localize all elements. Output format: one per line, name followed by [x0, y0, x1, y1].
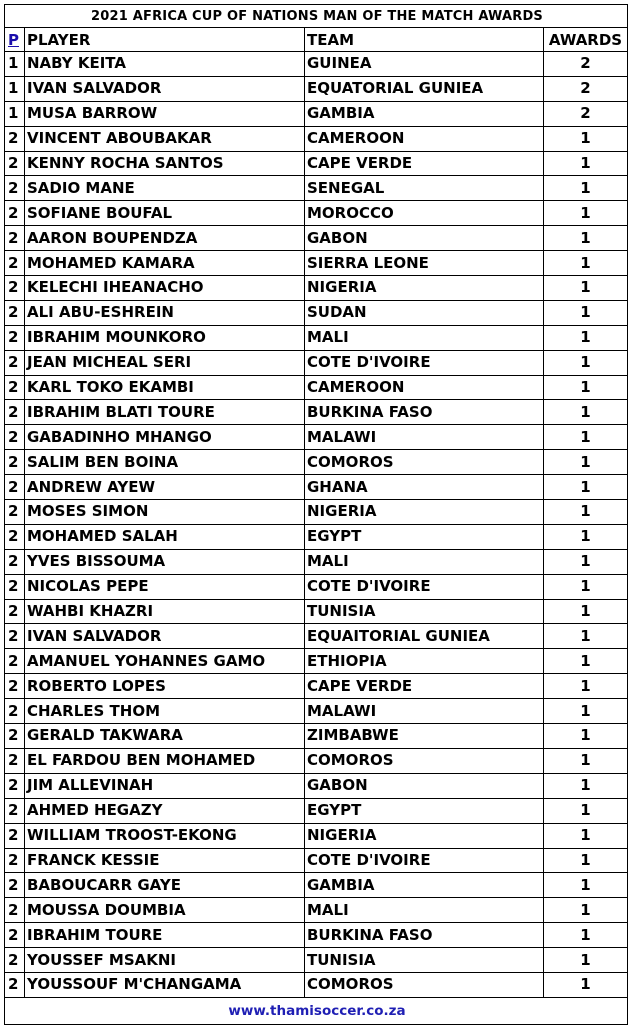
- awards-cell: 1: [544, 375, 628, 400]
- table-row: [5, 724, 628, 749]
- team-cell: CAMEROON: [305, 375, 544, 400]
- team-cell: COTE D'IVOIRE: [305, 574, 544, 599]
- table-row: [5, 500, 628, 525]
- player-cell: IBRAHIM TOURE: [25, 923, 305, 948]
- team-cell: TUNISIA: [305, 948, 544, 973]
- player-cell: KENNY ROCHA SANTOS: [25, 151, 305, 176]
- table-row: [5, 375, 628, 400]
- player-cell: MUSA BARROW: [25, 101, 305, 126]
- awards-cell: 1: [544, 674, 628, 699]
- team-cell: COMOROS: [305, 450, 544, 475]
- player-cell: EL FARDOU BEN MOHAMED: [25, 748, 305, 773]
- position-cell: 2: [5, 649, 25, 674]
- position-cell: 2: [5, 151, 25, 176]
- table-row: [5, 201, 628, 226]
- team-cell: MOROCCO: [305, 201, 544, 226]
- team-cell: NIGERIA: [305, 823, 544, 848]
- position-cell: 1: [5, 52, 25, 77]
- awards-cell: 1: [544, 798, 628, 823]
- table-row: [5, 898, 628, 923]
- team-cell: CAPE VERDE: [305, 674, 544, 699]
- awards-cell: 1: [544, 251, 628, 276]
- table-row: [5, 823, 628, 848]
- player-cell: YOUSSOUF M'CHANGAMA: [25, 972, 305, 997]
- team-cell: MALI: [305, 898, 544, 923]
- table-row: [5, 450, 628, 475]
- awards-cell: 1: [544, 151, 628, 176]
- position-cell: 2: [5, 574, 25, 599]
- team-cell: SENEGAL: [305, 176, 544, 201]
- position-cell: 2: [5, 176, 25, 201]
- awards-cell: 1: [544, 823, 628, 848]
- player-cell: IBRAHIM MOUNKORO: [25, 325, 305, 350]
- player-cell: IVAN SALVADOR: [25, 624, 305, 649]
- awards-cell: 1: [544, 549, 628, 574]
- position-cell: 2: [5, 350, 25, 375]
- team-cell: ETHIOPIA: [305, 649, 544, 674]
- team-cell: COTE D'IVOIRE: [305, 848, 544, 873]
- player-cell: YVES BISSOUMA: [25, 549, 305, 574]
- position-cell: 1: [5, 76, 25, 101]
- player-cell: FRANCK KESSIE: [25, 848, 305, 873]
- player-cell: MOUSSA DOUMBIA: [25, 898, 305, 923]
- position-cell: 2: [5, 549, 25, 574]
- website-footer: www.thamisoccer.co.za: [5, 997, 628, 1024]
- awards-table: [4, 4, 628, 1025]
- player-cell: GERALD TAKWARA: [25, 724, 305, 749]
- awards-cell: 1: [544, 325, 628, 350]
- position-cell: 2: [5, 948, 25, 973]
- position-cell: 2: [5, 400, 25, 425]
- awards-cell: 1: [544, 724, 628, 749]
- team-cell: MALAWI: [305, 699, 544, 724]
- team-cell: CAMEROON: [305, 126, 544, 151]
- position-cell: 2: [5, 848, 25, 873]
- team-cell: COMOROS: [305, 748, 544, 773]
- awards-cell: 1: [544, 350, 628, 375]
- table-title: 2021 AFRICA CUP OF NATIONS MAN OF THE MATCH AWARDS: [5, 5, 628, 28]
- table-row: [5, 350, 628, 375]
- table-row: [5, 748, 628, 773]
- table-row: [5, 76, 628, 101]
- position-cell: 2: [5, 898, 25, 923]
- position-cell: 2: [5, 624, 25, 649]
- awards-cell: 2: [544, 101, 628, 126]
- player-cell: NICOLAS PEPE: [25, 574, 305, 599]
- team-cell: CAPE VERDE: [305, 151, 544, 176]
- team-cell: BURKINA FASO: [305, 923, 544, 948]
- player-cell: SALIM BEN BOINA: [25, 450, 305, 475]
- awards-cell: 1: [544, 126, 628, 151]
- awards-cell: 1: [544, 748, 628, 773]
- table-row: [5, 276, 628, 301]
- position-cell: 2: [5, 251, 25, 276]
- position-cell: 2: [5, 300, 25, 325]
- table-row: [5, 773, 628, 798]
- player-cell: IVAN SALVADOR: [25, 76, 305, 101]
- position-cell: 2: [5, 201, 25, 226]
- player-cell: GABADINHO MHANGO: [25, 425, 305, 450]
- table-row: [5, 972, 628, 997]
- position-cell: 2: [5, 798, 25, 823]
- team-cell: MALAWI: [305, 425, 544, 450]
- player-cell: MOHAMED KAMARA: [25, 251, 305, 276]
- team-cell: GABON: [305, 773, 544, 798]
- player-cell: VINCENT ABOUBAKAR: [25, 126, 305, 151]
- table-row: [5, 599, 628, 624]
- table-row: [5, 300, 628, 325]
- table-row: [5, 549, 628, 574]
- awards-cell: 2: [544, 76, 628, 101]
- team-cell: NIGERIA: [305, 500, 544, 525]
- table-body: [5, 52, 628, 998]
- team-cell: MALI: [305, 325, 544, 350]
- position-cell: 2: [5, 724, 25, 749]
- table-row: [5, 475, 628, 500]
- table-row: [5, 798, 628, 823]
- player-cell: JIM ALLEVINAH: [25, 773, 305, 798]
- awards-cell: 1: [544, 276, 628, 301]
- table-row: [5, 425, 628, 450]
- awards-cell: 1: [544, 400, 628, 425]
- awards-cell: 1: [544, 425, 628, 450]
- player-cell: ROBERTO LOPES: [25, 674, 305, 699]
- awards-cell: 1: [544, 176, 628, 201]
- header-row: [5, 28, 628, 52]
- awards-cell: 1: [544, 524, 628, 549]
- position-cell: 2: [5, 425, 25, 450]
- player-cell: BABOUCARR GAYE: [25, 873, 305, 898]
- team-cell: GHANA: [305, 475, 544, 500]
- team-cell: NIGERIA: [305, 276, 544, 301]
- team-cell: SUDAN: [305, 300, 544, 325]
- table-row: [5, 400, 628, 425]
- position-cell: 2: [5, 599, 25, 624]
- team-cell: COTE D'IVOIRE: [305, 350, 544, 375]
- table-row: [5, 699, 628, 724]
- table-row: [5, 226, 628, 251]
- awards-cell: 1: [544, 599, 628, 624]
- player-cell: KARL TOKO EKAMBI: [25, 375, 305, 400]
- player-cell: YOUSSEF MSAKNI: [25, 948, 305, 973]
- player-cell: AMANUEL YOHANNES GAMO: [25, 649, 305, 674]
- player-cell: CHARLES THOM: [25, 699, 305, 724]
- position-cell: 2: [5, 325, 25, 350]
- awards-cell: 1: [544, 475, 628, 500]
- table-row: [5, 948, 628, 973]
- position-cell: 2: [5, 276, 25, 301]
- player-cell: SADIO MANE: [25, 176, 305, 201]
- player-cell: ALI ABU-ESHREIN: [25, 300, 305, 325]
- awards-cell: 1: [544, 201, 628, 226]
- table-row: [5, 674, 628, 699]
- awards-cell: 1: [544, 873, 628, 898]
- player-cell: IBRAHIM BLATI TOURE: [25, 400, 305, 425]
- awards-cell: 1: [544, 300, 628, 325]
- player-header: PLAYER: [25, 28, 305, 52]
- table-row: [5, 649, 628, 674]
- player-cell: NABY KEITA: [25, 52, 305, 77]
- player-cell: MOHAMED SALAH: [25, 524, 305, 549]
- position-cell: 2: [5, 699, 25, 724]
- player-cell: WILLIAM TROOST-EKONG: [25, 823, 305, 848]
- team-cell: GAMBIA: [305, 101, 544, 126]
- position-cell: 1: [5, 101, 25, 126]
- awards-cell: 1: [544, 848, 628, 873]
- table-row: [5, 251, 628, 276]
- awards-cell: 1: [544, 898, 628, 923]
- awards-cell: 2: [544, 52, 628, 77]
- position-cell: 2: [5, 873, 25, 898]
- position-cell: 2: [5, 972, 25, 997]
- table-row: [5, 151, 628, 176]
- team-cell: EGYPT: [305, 798, 544, 823]
- table-row: [5, 524, 628, 549]
- team-cell: GAMBIA: [305, 873, 544, 898]
- player-cell: SOFIANE BOUFAL: [25, 201, 305, 226]
- awards-cell: 1: [544, 773, 628, 798]
- position-cell: 2: [5, 748, 25, 773]
- table-row: [5, 873, 628, 898]
- table-row: [5, 176, 628, 201]
- player-cell: WAHBI KHAZRI: [25, 599, 305, 624]
- player-cell: AARON BOUPENDZA: [25, 226, 305, 251]
- team-cell: TUNISIA: [305, 599, 544, 624]
- position-cell: 2: [5, 674, 25, 699]
- position-cell: 2: [5, 475, 25, 500]
- table-row: [5, 52, 628, 77]
- team-cell: EQUAITORIAL GUNIEA: [305, 624, 544, 649]
- awards-cell: 1: [544, 226, 628, 251]
- position-cell: 2: [5, 923, 25, 948]
- table-row: [5, 848, 628, 873]
- table-row: [5, 126, 628, 151]
- team-cell: BURKINA FASO: [305, 400, 544, 425]
- awards-cell: 1: [544, 923, 628, 948]
- position-cell: 2: [5, 450, 25, 475]
- player-cell: JEAN MICHEAL SERI: [25, 350, 305, 375]
- awards-cell: 1: [544, 972, 628, 997]
- position-header-link[interactable]: P: [5, 28, 25, 52]
- position-cell: 2: [5, 226, 25, 251]
- team-cell: MALI: [305, 549, 544, 574]
- player-cell: KELECHI IHEANACHO: [25, 276, 305, 301]
- player-cell: AHMED HEGAZY: [25, 798, 305, 823]
- table-row: [5, 574, 628, 599]
- awards-header: AWARDS: [544, 28, 628, 52]
- position-cell: 2: [5, 823, 25, 848]
- team-cell: EQUATORIAL GUNIEA: [305, 76, 544, 101]
- team-cell: GUINEA: [305, 52, 544, 77]
- awards-cell: 1: [544, 649, 628, 674]
- team-cell: SIERRA LEONE: [305, 251, 544, 276]
- position-cell: 2: [5, 375, 25, 400]
- player-cell: MOSES SIMON: [25, 500, 305, 525]
- position-cell: 2: [5, 500, 25, 525]
- table-row: [5, 923, 628, 948]
- awards-cell: 1: [544, 500, 628, 525]
- awards-cell: 1: [544, 450, 628, 475]
- position-cell: 2: [5, 773, 25, 798]
- position-cell: 2: [5, 126, 25, 151]
- team-cell: COMOROS: [305, 972, 544, 997]
- awards-cell: 1: [544, 699, 628, 724]
- player-cell: ANDREW AYEW: [25, 475, 305, 500]
- table-row: [5, 101, 628, 126]
- team-header: TEAM: [305, 28, 544, 52]
- position-cell: 2: [5, 524, 25, 549]
- team-cell: ZIMBABWE: [305, 724, 544, 749]
- table-row: [5, 325, 628, 350]
- awards-cell: 1: [544, 948, 628, 973]
- team-cell: EGYPT: [305, 524, 544, 549]
- table-row: [5, 624, 628, 649]
- awards-cell: 1: [544, 574, 628, 599]
- team-cell: GABON: [305, 226, 544, 251]
- awards-cell: 1: [544, 624, 628, 649]
